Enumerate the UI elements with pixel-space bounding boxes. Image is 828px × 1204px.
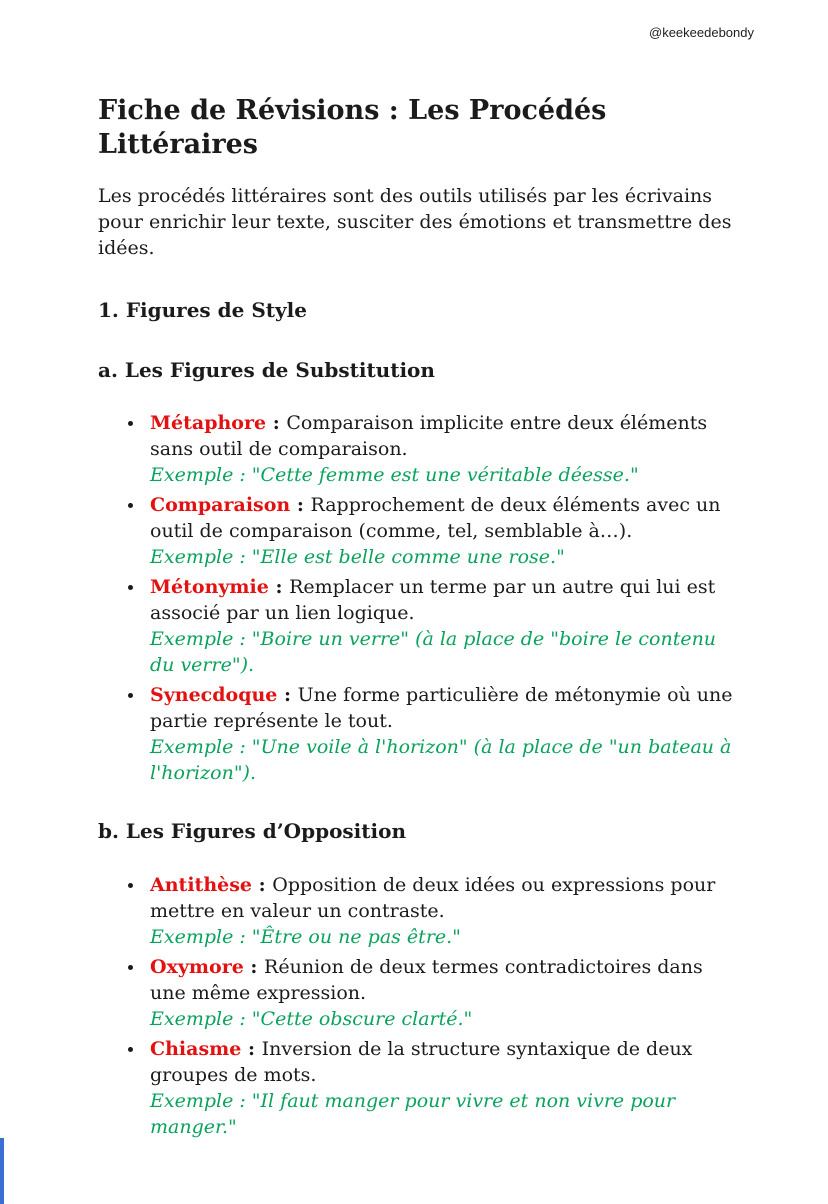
- term-separator: :: [277, 684, 298, 707]
- term-list-item: [150, 954, 740, 1032]
- author-handle: @keekeedebondy: [649, 25, 754, 40]
- term-definition: Opposition de deux idées ou expressions pour mettre en valeur un contraste.: [150, 873, 716, 922]
- term-example: Exemple : "Cette obscure clarté.": [150, 1007, 473, 1030]
- term-label: Chiasme: [150, 1037, 242, 1060]
- subsection-heading: a. Les Figures de Substitution: [98, 357, 435, 382]
- term-definition: Rapprochement de deux éléments avec un outil de comparaison (comme, tel, semblable à…).: [150, 494, 721, 543]
- term-separator: :: [241, 1037, 262, 1060]
- section-heading: 1. Figures de Style: [98, 298, 307, 323]
- content-sections: [98, 297, 740, 1140]
- term-separator: :: [290, 494, 311, 517]
- term-example: Exemple : "Une voile à l'horizon" (à la place de "un bateau à l'horizon").: [150, 736, 732, 785]
- term-list-item: [150, 492, 740, 570]
- term-example: Exemple : "Elle est belle comme une rose.": [150, 546, 565, 569]
- intro-paragraph: Les procédés littéraires sont des outils utilisés par les écrivains pour enrichir leur texte, susciter des émotions et transmettre des idées.: [98, 185, 732, 260]
- term-label: Métaphore: [150, 412, 267, 435]
- page-title: Fiche de Révisions : Les Procédés Littéraires: [98, 94, 607, 160]
- term-label: Comparaison: [150, 494, 291, 517]
- term-definition: Réunion de deux termes contradictoires dans une même expression.: [150, 955, 703, 1004]
- term-example: Exemple : "Cette femme est une véritable déesse.": [150, 464, 639, 487]
- term-list-item: [150, 1036, 740, 1140]
- term-list-item: [150, 410, 740, 488]
- term-separator: :: [252, 873, 273, 896]
- term-example: Exemple : "Boire un verre" (à la place de "boire le contenu du verre").: [150, 628, 717, 677]
- term-example: Exemple : "Être ou ne pas être.": [150, 925, 461, 948]
- term-label: Oxymore: [150, 955, 244, 978]
- term-definition: Remplacer un terme par un autre qui lui est associé par un lien logique.: [150, 576, 716, 625]
- term-definition: Inversion de la structure syntaxique de deux groupes de mots.: [150, 1037, 693, 1086]
- subsection-heading: b. Les Figures d’Opposition: [98, 819, 406, 844]
- term-list: [98, 872, 740, 1140]
- term-list-item: [150, 872, 740, 950]
- term-label: Synecdoque: [150, 684, 278, 707]
- term-example: Exemple : "Il faut manger pour vivre et non vivre pour manger.": [150, 1089, 676, 1138]
- term-list-item: [150, 682, 740, 786]
- term-definition: Une forme particulière de métonymie où une partie représente le tout.: [150, 684, 733, 733]
- term-separator: :: [268, 576, 290, 599]
- term-definition: Comparaison implicite entre deux éléments sans outil de comparaison.: [150, 412, 708, 461]
- term-separator: :: [243, 955, 265, 978]
- term-list-item: [150, 574, 740, 678]
- term-list: [98, 410, 740, 786]
- term-separator: :: [266, 412, 287, 435]
- term-label: Métonymie: [150, 576, 269, 599]
- term-label: Antithèse: [150, 873, 253, 896]
